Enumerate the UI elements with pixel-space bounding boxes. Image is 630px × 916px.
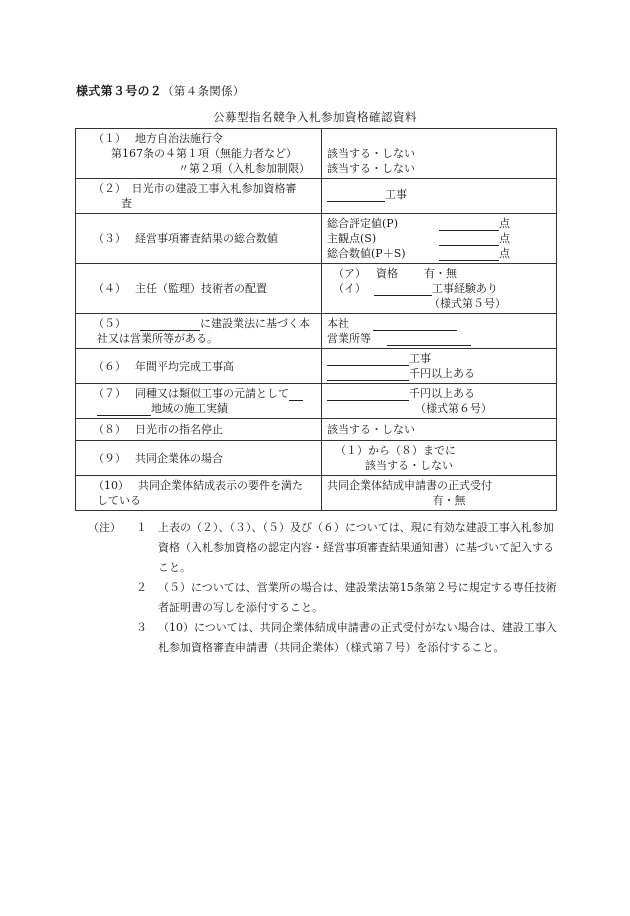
row-7-answer	[322, 384, 557, 419]
note-item	[88, 578, 558, 618]
table-row	[76, 419, 557, 441]
row-3-item	[76, 214, 322, 264]
row-8-label: （８） 日光市の指名停止	[93, 423, 223, 436]
blank-line	[97, 403, 151, 416]
row-1-line-1: （１） 地方自治法施行令	[93, 132, 223, 145]
row-2-line-2: 査	[121, 197, 132, 210]
table-row	[76, 264, 557, 314]
table-row	[76, 349, 557, 384]
row-6-answer	[322, 349, 557, 384]
score-p-label: 総合評定値(P)	[327, 217, 398, 230]
row-1-line-2: 第167条の４第１項（無能力者など）	[111, 147, 297, 160]
row-8-value: 該当する・しない	[327, 423, 415, 436]
row-3-answer	[322, 214, 557, 264]
blank-line	[289, 388, 303, 401]
row-9-answer	[322, 441, 557, 476]
score-p-unit: 点	[499, 217, 510, 230]
document-title: 公募型指名競争入札参加資格確認資料	[213, 110, 417, 124]
row-9-line-1: （１）から（８）までに	[335, 444, 456, 457]
row-7-form-ref: （様式第６号）	[415, 402, 492, 415]
blank-line	[327, 353, 409, 366]
row-5-num: （５）	[93, 317, 126, 330]
table-row	[76, 384, 557, 419]
row-2-line-1: （２） 日光市の建設工事入札参加資格審	[93, 182, 297, 195]
blank-line	[327, 368, 409, 381]
row-10-answer	[322, 476, 557, 511]
row-8-item	[76, 419, 322, 441]
table-row	[76, 214, 557, 264]
row-4-form-ref: （様式第５号）	[429, 297, 506, 310]
row-6-label: （６） 年間平均完成工事高	[93, 359, 234, 373]
row-3-label: （３） 経営事項審査結果の総合数値	[93, 232, 278, 245]
table-row	[76, 476, 557, 511]
row-5-answer	[322, 314, 557, 349]
row-1-answer	[322, 129, 557, 179]
blank-line	[327, 189, 385, 202]
score-ps-label: 総合数値(P＋S)	[327, 247, 406, 260]
note-number: ３	[136, 621, 147, 634]
blank-line	[387, 333, 471, 346]
table-row	[76, 314, 557, 349]
table-row	[76, 179, 557, 214]
notes-tag: （注）	[88, 521, 121, 534]
row-5-line-1: に建設業法に基づく本	[200, 317, 310, 330]
row-4-a-tag: （ア）	[333, 267, 366, 280]
form-id	[76, 82, 245, 99]
blank-line	[374, 283, 432, 296]
row-7-line-1: （７） 同種又は類似工事の元請として	[93, 387, 289, 400]
form-reference: （第４条関係）	[162, 84, 245, 98]
blank-line	[439, 218, 499, 231]
blank-line	[439, 248, 499, 261]
table-row	[76, 441, 557, 476]
row-9-label: （９） 共同企業体の場合	[93, 451, 223, 465]
row-9-line-2: 該当する・しない	[365, 459, 453, 472]
row-1-item	[76, 129, 322, 179]
score-s-unit: 点	[499, 232, 510, 245]
branch-office-label: 営業所等	[327, 332, 371, 345]
row-10-value: 有・無	[432, 494, 466, 507]
blank-line	[140, 318, 200, 331]
row-5-item	[76, 314, 322, 349]
score-ps-unit: 点	[499, 247, 510, 260]
head-office-label: 本社	[327, 317, 349, 330]
row-6-suffix-1: 工事	[409, 352, 431, 365]
notes-section	[88, 518, 558, 658]
qualification-table	[75, 128, 557, 511]
note-item	[88, 618, 558, 658]
note-text: （10）については、共同企業体結成申請書の正式受付がない場合は、建設工事入札参加資格審査申請書（共同企業体）（様式第７号）を添付すること。	[158, 621, 557, 654]
row-4-a-value: 有・無	[424, 267, 457, 280]
note-number: ２	[136, 581, 147, 594]
blank-line	[439, 233, 499, 246]
note-text: 上表の（２）、（３）、（５）及び（６）については、現に有効な建設工事入札参加資格（入札参加資格の認定内容・経営事項審査結果通知書）に基づいて記入すること。	[158, 521, 554, 574]
blank-line	[373, 318, 457, 331]
row-6-suffix-2: 千円以上ある	[409, 367, 475, 380]
row-7-item	[76, 384, 322, 419]
row-10-item	[76, 476, 322, 511]
row-4-label: （４） 主任（監理）技術者の配置	[93, 282, 267, 295]
table-row	[76, 129, 557, 179]
score-s-label: 主観点(S)	[327, 232, 377, 245]
row-2-answer	[322, 179, 557, 214]
row-4-item	[76, 264, 322, 314]
row-10-line-1: （10） 共同企業体結成表示の要件を満た	[93, 479, 303, 492]
row-9-item	[76, 441, 322, 476]
note-item	[88, 518, 558, 578]
row-4-answer	[322, 264, 557, 314]
row-2-suffix: 工事	[385, 188, 407, 201]
row-5-line-2: 社又は営業所等がある。	[97, 332, 218, 345]
blank-line	[327, 388, 409, 401]
row-8-answer	[322, 419, 557, 441]
row-10-line-2: している	[97, 494, 141, 507]
row-7-suffix: 千円以上ある	[409, 387, 475, 400]
note-text: （５）については、営業所の場合は、建設業法第15条第２号に規定する専任技術者証明書の写しを添付すること。	[158, 581, 557, 614]
note-number: １	[136, 521, 147, 534]
row-10-line-1-answer: 共同企業体結成申請書の正式受付	[327, 479, 492, 492]
row-6-item	[76, 349, 322, 384]
row-2-item	[76, 179, 322, 214]
form-number: 様式第３号の２	[76, 84, 163, 98]
row-4-i-suffix: 工事経験あり	[432, 282, 498, 295]
row-7-line-2: 地域の施工実績	[151, 402, 228, 415]
row-1-line-3: 〃第２項（入札参加制限）	[178, 162, 310, 175]
row-1-answer-2: 該当する・しない	[327, 162, 415, 175]
row-1-answer-1: 該当する・しない	[327, 147, 415, 160]
row-4-i-tag: （イ）	[333, 282, 366, 295]
row-4-a-label: 資格	[376, 267, 398, 280]
